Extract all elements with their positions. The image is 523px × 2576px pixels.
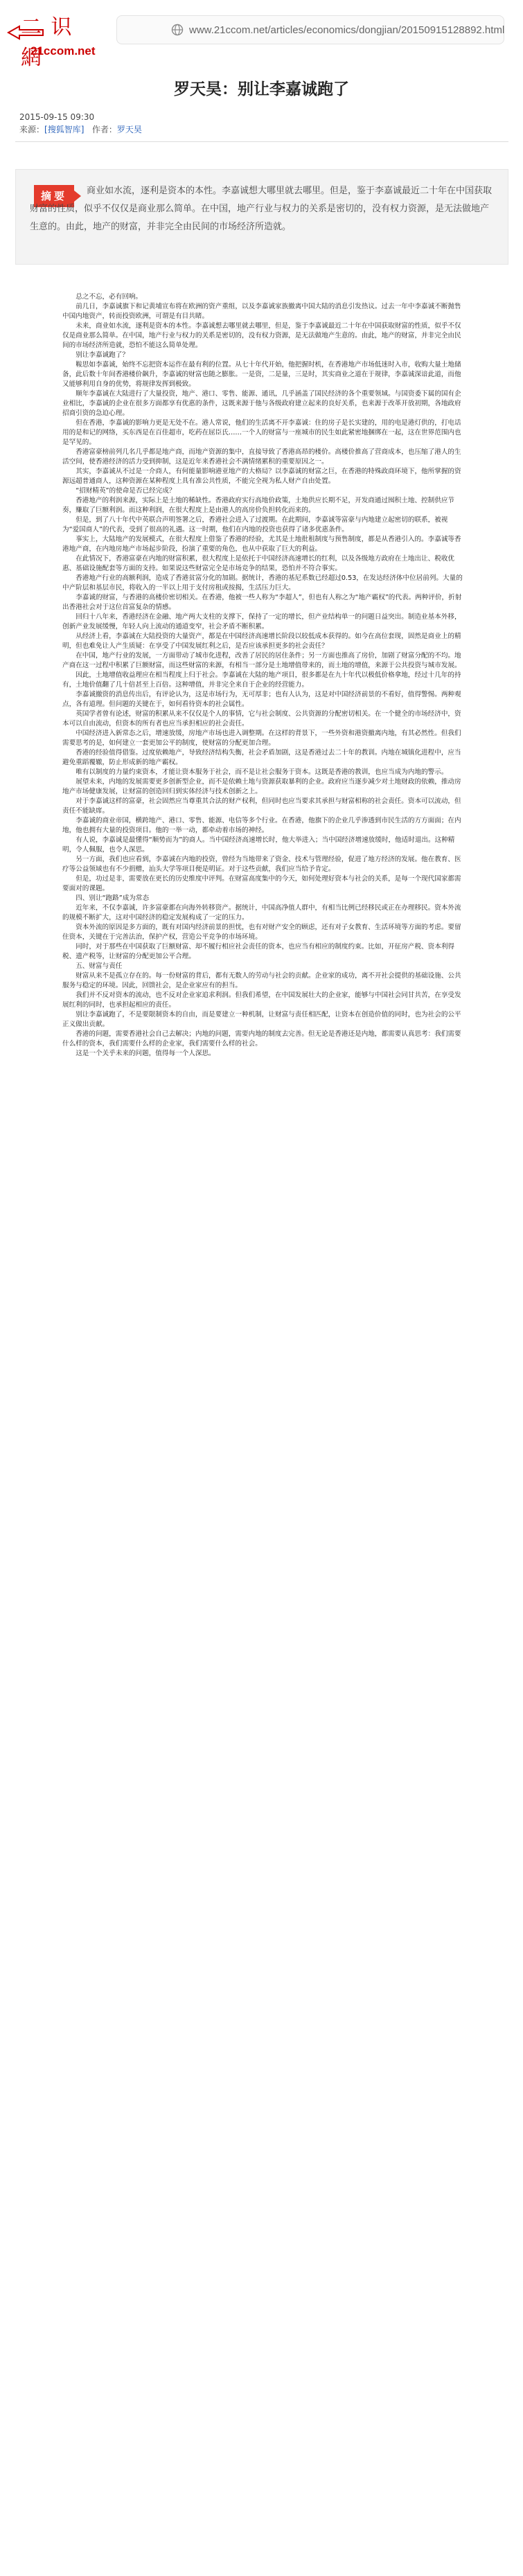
author-label: 作者： bbox=[91, 125, 117, 134]
article-paragraph: 因此，土地增值收益理应在相当程度上归于社会。李嘉诚在大陆的地产项目，很多都是在九十年代以极低价格拿地，经过十几年的持有，土地价值翻了几十倍甚至上百倍。这种增值，并非完全来自于企业的经营能力。 bbox=[62, 671, 461, 689]
article-paragraph: 中国经济进入新常态之后，增速放缓，房地产市场也进入调整期。在这样的背景下，一些外资和港资撤离内地，有其必然性。但我们需要思考的是，如何建立一套更加公平的制度，使财富的分配更加合理。 bbox=[62, 730, 461, 747]
article-paragraph: 李嘉诚撤资的消息传出后，有评论认为，这是市场行为，无可厚非；也有人认为，这是对中国经济前景的不看好，值得警惕。两种观点，各有道理。但问题的关键在于，如何看待资本的社会属性。 bbox=[62, 691, 461, 708]
article-paragraph: 香港的经验值得借鉴。过度依赖地产，导致经济结构失衡，社会矛盾加剧，这是香港过去二十年的教训。内地在城镇化进程中，应当避免重蹈覆辙，防止形成新的地产霸权。 bbox=[62, 749, 461, 766]
article-paragraph: 这是一个关乎未来的问题，值得每一个人深思。 bbox=[76, 1050, 215, 1057]
article-paragraph: 四、别让“跑路”成为常态 bbox=[76, 894, 150, 902]
divider bbox=[15, 141, 508, 142]
abstract-box bbox=[15, 169, 508, 265]
article-paragraph: 展望未来，内地的发展需要更多创新型企业，而不是依赖土地与资源获取暴利的企业。政府应当逐步减少对土地财政的依赖，推动房地产市场健康发展，让财富的创造回归到实体经济与技术创新之上。 bbox=[62, 778, 461, 795]
logo-chinese-text: 二 识 網 bbox=[21, 15, 73, 70]
article-paragraph: 英国学者曾有论述，财富的积累从来不仅仅是个人的事情，它与社会制度、公共资源的分配密切相关。在一个健全的市场经济中，资本可以自由流动，但资本的所有者也应当承担相应的社会责任。 bbox=[62, 710, 461, 727]
article-paragraph: 近年来，不仅李嘉诚，许多富豪都在向海外转移资产。据统计，中国高净值人群中，有相当比例已经移民或正在办理移民。资本外流的规模不断扩大，这对中国经济的稳定发展构成了一定的压力。 bbox=[62, 904, 461, 921]
article-date: 2015-09-15 09:30 bbox=[19, 112, 95, 122]
article-paragraph: 鞍思如李嘉诚，始终不忘把资本运作在最有利的位置。从七十年代开始，他把握时机，在香港地产市场低迷时入市，收购大量土地储备，此后数十年间香港楼价飙升，李嘉诚的财富也随之膨胀。一是资，二是量，三是时，其实商业之道在于规律，李嘉诚深谙此道，而他又能够利用自身的优势，将规律发挥到极致。 bbox=[62, 361, 461, 388]
article-paragraph: 未来，商业如水流，逐利是资本的本性。李嘉诚想去哪里就去哪里，但是，鉴于李嘉诚最近二十年在中国获取财富的性质，似乎不仅仅是商业那么简单。在中国，地产行业与权力的关系是密切的，没有权力资源，是无法做地产生意的。由此，地产的财富，并非完全由民间的市场经济所造就，恐怕不能这么简单处理。 bbox=[62, 322, 461, 349]
article-title: 罗天昊：别让李嘉诚跑了 bbox=[174, 80, 349, 98]
article-paragraph: 但是，功过是非，需要放在更长的历史维度中评判。在财富高度集中的今天，如何处理好资本与社会的关系，是每一个现代国家都需要面对的课题。 bbox=[62, 875, 461, 892]
globe-icon bbox=[171, 24, 184, 36]
article-paragraph: 另一方面，我们也应看到，李嘉诚在内地的投资，曾经为当地带来了资金、技术与管理经验，促进了地方经济的发展。他在教育、医疗等公益领域也有不少捐赠，汕头大学等项目便是明证。对于这些贡献，我们应当给予肯定。 bbox=[62, 856, 461, 873]
article-paragraph: 香港地产行业的高额利润，造成了香港贫富分化的加剧。据统计，香港的基尼系数已经超过0.53，在发达经济体中位居前列。大量的中产阶层和基层市民，将收入的一半以上用于支付房租或按揭，生活压力巨大。 bbox=[62, 574, 463, 592]
article-paragraph: 香港地产的利润来源，实际上是土地的稀缺性。香港政府实行高地价政策，土地供应长期不足，开发商通过囤积土地、控制供应节奏，赚取了巨额利润。而这种利润，在很大程度上是由港人的高房价负担转化而来的。 bbox=[62, 497, 455, 514]
article-paragraph: 在此情况下，香港富豪在内地的财富积累，很大程度上是依托于中国经济高速增长的红利，以及各级地方政府在土地出让、税收优惠、基础设施配套等方面的支持。如果说这些财富完全是市场竞争的结果，恐怕并不符合事实。 bbox=[62, 555, 455, 572]
article-paragraph: 唯有以制度的力量约束资本，才能让资本服务于社会，而不是让社会服务于资本。这既是香港的教训，也应当成为内地的警示。 bbox=[76, 768, 448, 776]
article-paragraph: 香港的问题，需要香港社会自己去解决；内地的问题，需要内地的制度去完善。但无论是香港还是内地，都需要认真思考：我们需要什么样的资本，我们需要什么样的企业家，我们需要什么样的社会。 bbox=[62, 1030, 461, 1048]
article-paragraph: 事实上，大陆地产的发展模式，在很大程度上借鉴了香港的经验，尤其是土地批租制度与预售制度，都是从香港引入的。李嘉诚等香港地产商，在内地房地产市场起步阶段，扮演了重要的角色，也从中获取了巨大的利益。 bbox=[62, 536, 461, 553]
article-body bbox=[62, 292, 464, 1059]
article-paragraph: 对于李嘉诚这样的富豪，社会固然应当尊重其合法的财产权利，但同时也应当要求其承担与财富相称的社会责任。资本可以流动，但责任不能缺席。 bbox=[62, 797, 461, 815]
article-paragraph: 李嘉诚的商业帝国，横跨地产、港口、零售、能源、电信等多个行业。在香港，他旗下的企业几乎渗透到市民生活的方方面面；在内地，他也拥有大量的投资项目。他的一举一动，都牵动着市场的神经。 bbox=[62, 817, 461, 834]
source-label: 来源： bbox=[19, 125, 45, 134]
article-paragraph: 李嘉诚的财富，与香港的高楼价密切相关。在香港，他被一些人称为“李超人”，但也有人称之为“地产霸权”的代表。两种评价，折射出香港社会对于这位首富复杂的情感。 bbox=[62, 594, 462, 611]
article-paragraph: 别让李嘉诚跑了？ bbox=[76, 351, 129, 359]
article-source-line bbox=[19, 123, 142, 135]
article-paragraph: 但在香港，李嘉诚的影响力更是无处不在。港人常说，他们的生活离不开李嘉诚：住的房子是长实建的，用的电是港灯供的，打电话用的是和记的网络，买东西是在百佳超市，吃药在屈臣氏……一个人的财富与一座城市的民生如此紧密地捆绑在一起，这在世界范围内也是罕见的。 bbox=[62, 419, 461, 446]
article-paragraph: 资本外流的原因是多方面的，既有对国内经济前景的担忧，也有对财产安全的顾虑，还有对子女教育、生活环境等方面的考虑。要留住资本，关键在于完善法治，保护产权，营造公平竞争的市场环境。 bbox=[62, 924, 461, 941]
article-paragraph: 香港富豪榜前列几名几乎都是地产商，而地产资源的集中，直接导致了香港高昂的楼价。高楼价推高了营商成本，也压缩了港人的生活空间，使香港经济的活力受到抑制，这是近年来香港社会不满情绪累积的重要原因之一。 bbox=[62, 448, 461, 466]
abstract-text: 商业如水流，逐利是资本的本性。李嘉诚想大哪里就去哪里。但是，鉴于李嘉诚最近二十年在中国获取财富的性质，似乎不仅仅是商业那么简单。在中国，地产行业与权力的关系是密切的，没有权力资源，是无法做地产生意的。由此，地产的财富，并非完全由民间的市场经济所造就。 bbox=[30, 186, 493, 232]
abstract-tag: 摘要 bbox=[34, 185, 74, 207]
article-paragraph: 财富从来不是孤立存在的。每一份财富的背后，都有无数人的劳动与社会的贡献。企业家的成功，离不开社会提供的基础设施、公共服务与稳定的环境。因此，回馈社会，是企业家应有的担当。 bbox=[62, 972, 461, 989]
site-header bbox=[0, 0, 523, 76]
article-paragraph: 有人说，李嘉诚是最懂得“顺势而为”的商人。当中国经济高速增长时，他大举进入；当中国经济增速放缓时，他适时退出。这种精明，令人佩服，也令人深思。 bbox=[62, 836, 455, 854]
source-link[interactable]: [搜狐智库] bbox=[44, 125, 85, 134]
article-paragraph: 顺年李嘉诚在大陆进行了大量投资，地产、港口、零售、能源、通讯，几乎涵盖了国民经济的各个重要领域。与国资委下属的国有企业相比，李嘉诚的企业在很多方面都享有优惠的条件，这既来源于他与各级政府建立起来的良好关系，也来源于改革开放初期，各地政府招商引资的急迫心理。 bbox=[62, 390, 461, 417]
article-paragraph: 前几日，李嘉诚旗下和记黄埔宣布将在欧洲的资产重组，以及李嘉诚家族撤离中国大陆的消息引发热议。过去一年中李嘉诚不断抛售中国内地资产，转而投资欧洲，可谓是有目共睹。 bbox=[62, 303, 461, 320]
address-bar[interactable] bbox=[116, 15, 504, 44]
article-paragraph: 我们并不反对资本的流动，也不反对企业家追求利润。但我们希望，在中国发展壮大的企业家，能够与中国社会同甘共苦，在享受发展红利的同时，也承担起相应的责任。 bbox=[62, 991, 461, 1009]
article-paragraph: 其实，李嘉诚从不过是一介商人，有何能量影响港亚地产的大格局？以李嘉诚的财富之巨，在香港的特殊政商环境下，他所掌握的资源远超普通商人，这种资源在某种程度上具有准公共性质，不能完全视为私人财产自由处置。 bbox=[62, 468, 461, 485]
author-link[interactable]: 罗天昊 bbox=[116, 125, 142, 134]
site-logo[interactable] bbox=[7, 6, 96, 70]
article-paragraph: 别让李嘉诚跑了，不是要限制资本的自由，而是要建立一种机制，让财富与责任相匹配，让资本在创造价值的同时，也为社会的公平正义做出贡献。 bbox=[62, 1011, 461, 1028]
page-url: www.21ccom.net/articles/economics/dongjian/20150915128892.html bbox=[189, 24, 505, 36]
article-paragraph: 五、财富与责任 bbox=[76, 962, 123, 970]
article-paragraph: 从经济上看，李嘉诚在大陆投资的大量资产，都是在中国经济高速增长阶段以较低成本获得的。如今在高位套现，固然是商业上的精明，但也难免让人产生质疑：在享受了中国发展红利之后，是否应该承担更多的社会责任？ bbox=[62, 633, 461, 650]
logo-english-text: 21ccom.net bbox=[30, 44, 96, 58]
article-paragraph: 同时，对于那些在中国获取了巨额财富、却不履行相应社会责任的资本，也应当有相应的制度约束。比如，开征房产税、资本利得税、遗产税等，让财富的分配更加公平合理。 bbox=[62, 943, 455, 960]
article-paragraph: 回归十八年来，香港经济在金融、地产两大支柱的支撑下，保持了一定的增长，但产业结构单一的问题日益突出。制造业基本外移，创新产业发展缓慢，年轻人向上流动的通道变窄，社会矛盾不断积累。 bbox=[62, 613, 461, 630]
article-paragraph: “招财精英”的使命是否已经完成？ bbox=[76, 487, 176, 495]
article-paragraph: 在中国，地产行业的发展，一方面带动了城市化进程，改善了居民的居住条件；另一方面也推高了房价，加剧了财富分配的不均。地产商在这一过程中积累了巨额财富，而这些财富的来源，有相当一部分是土地增值带来的，而土地的增值，来源于公共投资与城市发展。 bbox=[62, 652, 461, 669]
article-paragraph: 但是，到了八十年代中英联合声明签署之后，香港社会进入了过渡期。在此期间，李嘉诚等富豪与内地建立起密切的联系，被视为“爱国商人”的代表，受到了很高的礼遇。这一时期，他们在内地的投资也获得了诸多优惠条件。 bbox=[62, 516, 448, 533]
article-paragraph: 总之不忘，必有回响。 bbox=[76, 293, 143, 301]
